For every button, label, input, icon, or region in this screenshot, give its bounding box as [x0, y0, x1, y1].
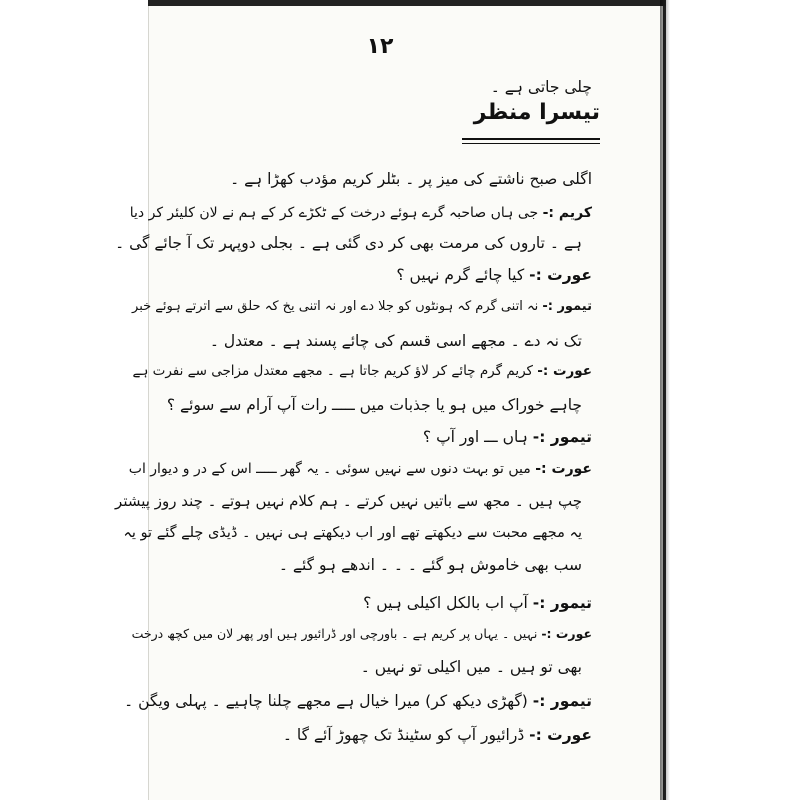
line-text: ہاں ـــ اور آپ ؟ — [422, 428, 528, 446]
line-text: چپ ہیں ۔ مجھ سے باتیں نہیں کرتے ۔ ہم کلام نہیں ہوتے ۔ چند روز پیشتر — [115, 492, 582, 510]
script-line — [130, 206, 592, 220]
script-line — [361, 660, 582, 676]
line-text: جی ہاں صاحبہ گرے ہوئے درخت کے ٹکڑے کر کے ہم نے لان کلیئر کر دیا — [129, 205, 539, 221]
script-line — [491, 80, 592, 96]
line-text: کریم گرم چائے کر لاؤ کریم جاتا ہے ۔ مجھے معتدل مزاجی سے نفرت ہے — [132, 363, 533, 379]
line-text: کیا چائے گرم نہیں ؟ — [396, 266, 525, 284]
heading-underline — [462, 138, 600, 144]
line-text: نہیں ۔ یہاں پر کریم ہے ۔ باورچی اور ڈرائیور ہیں اور پھر لان میں کچھ درخت — [131, 626, 538, 641]
script-line — [115, 236, 582, 252]
line-text: اگلی صبح ناشتے کی میز پر ۔ بٹلر کریم مؤدب کھڑا ہے ۔ — [230, 170, 592, 188]
speaker-name: تیمور :- — [542, 299, 592, 314]
script-line — [283, 728, 592, 744]
speaker-name: عورت :- — [537, 363, 592, 379]
script-line — [124, 694, 592, 710]
script-line — [396, 268, 592, 284]
line-text: (گھڑی دیکھ کر) میرا خیال ہے مجھے چلنا چاہیے ۔ پہلی ویگن ۔ — [124, 692, 528, 710]
speaker-name: عورت :- — [535, 461, 592, 477]
line-text: آپ اب بالکل اکیلی ہیں ؟ — [363, 594, 528, 612]
speaker-name: عورت :- — [529, 726, 592, 744]
page-top-edge — [148, 0, 666, 6]
line-text: نہ اتنی گرم کہ ہونٹوں کو جلا دے اور نہ اتنی یخ کہ حلق سے اترتے ہوئے خبر — [132, 299, 539, 314]
script-line — [129, 462, 592, 476]
script-line — [123, 526, 582, 541]
script-line — [363, 596, 592, 612]
page-edge-shadow — [660, 0, 670, 800]
script-line — [167, 398, 582, 414]
speaker-name: تیمور :- — [532, 428, 592, 446]
line-text: یہ مجھے محبت سے دیکھتے تھے اور اب دیکھتے ہی نہیں ۔ ڈیڈی چلے گئے تو یہ — [123, 525, 582, 541]
line-text: بھی تو ہیں ۔ میں اکیلی تو نہیں ۔ — [360, 658, 582, 676]
speaker-name: تیمور :- — [532, 594, 592, 612]
line-text: تک نہ دے ۔ مجھے اسی قسم کی چائے پسند ہے ۔ معتدل ۔ — [209, 332, 582, 350]
script-line — [423, 430, 592, 446]
speaker-name: عورت :- — [541, 626, 592, 641]
script-line — [132, 628, 592, 641]
script-line — [279, 558, 582, 574]
page-number: ۱۲ — [366, 34, 394, 59]
speaker-name: عورت :- — [529, 266, 592, 284]
line-text: چاہے خوراک میں ہو یا جذبات میں ـــــ رات آپ آرام سے سوئے ؟ — [166, 396, 582, 414]
script-line — [132, 300, 592, 313]
line-text: ہے ۔ تاروں کی مرمت بھی کر دی گئی ہے ۔ بجلی دوپہر تک آ جائے گی ۔ — [115, 234, 582, 252]
speaker-name: کریم :- — [542, 205, 592, 221]
script-line — [230, 172, 592, 188]
line-text: چلی جاتی ہے ۔ — [490, 78, 592, 96]
scene-heading: تیسرا منظر — [473, 100, 600, 125]
speaker-name: تیمور :- — [532, 692, 592, 710]
script-line — [115, 494, 582, 509]
script-line — [133, 365, 592, 379]
line-text: سب بھی خاموش ہو گئے ۔ ۔ ۔ اندھے ہو گئے ۔ — [278, 556, 582, 574]
line-text: ڈرائیور آپ کو سٹینڈ تک چھوڑ آئے گا ۔ — [282, 726, 525, 744]
script-line — [210, 334, 582, 350]
line-text: میں تو بہت دنوں سے نہیں سوئی ۔ یہ گھر ـــــ اس کے در و دیوار اب — [128, 461, 531, 477]
